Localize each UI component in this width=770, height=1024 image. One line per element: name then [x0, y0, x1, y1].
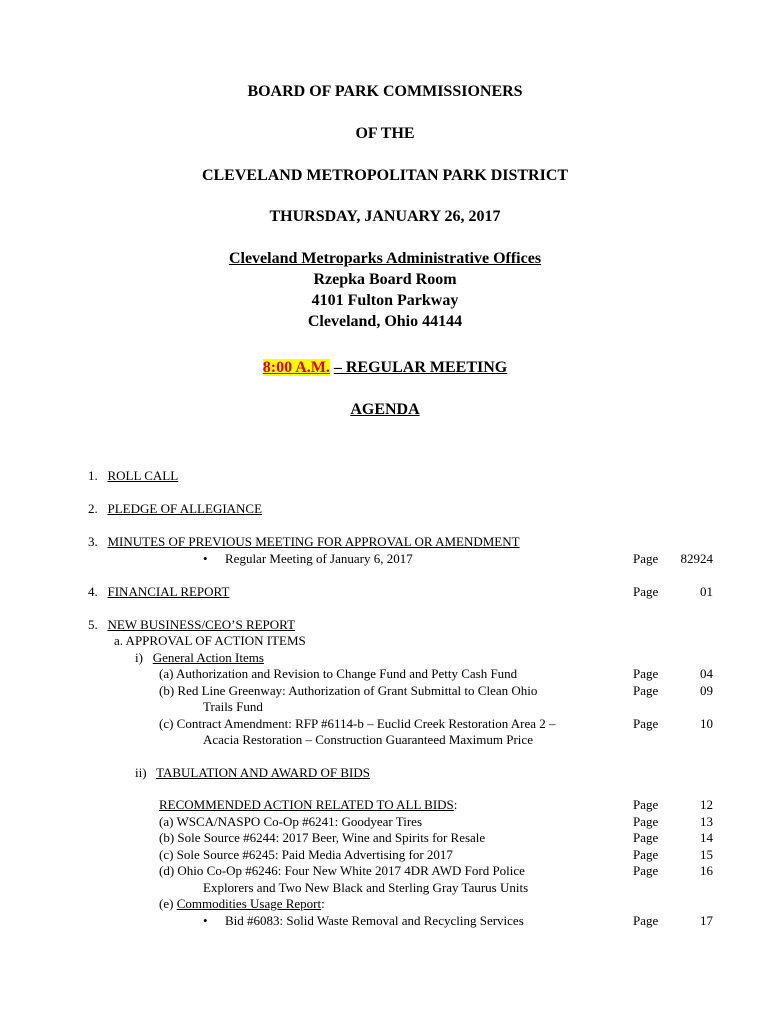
- sub-item-text: Regular Meeting of January 6, 2017: [225, 551, 413, 566]
- board-title: BOARD OF PARK COMMISSIONERS: [247, 83, 523, 100]
- bid-item-b: (b) Sole Source #6244: 2017 Beer, Wine and Spirits for Resale: [159, 830, 486, 845]
- page-label: Page: [633, 584, 659, 599]
- page-label: Page: [633, 847, 659, 862]
- sub-section-i: [135, 651, 264, 664]
- page-label: Page: [633, 913, 659, 928]
- commodities-prefix: (e): [159, 896, 177, 911]
- page-number: 01: [700, 584, 713, 599]
- section-a-heading: a. APPROVAL OF ACTION ITEMS: [114, 633, 306, 648]
- item-number: 3.: [88, 534, 98, 549]
- meeting-date: THURSDAY, JANUARY 26, 2017: [269, 208, 501, 225]
- page-label: Page: [633, 666, 659, 681]
- meeting-time-line: [0, 360, 770, 376]
- bid-item-a: (a) WSCA/NASPO Co-Op #6241: Goodyear Tires: [159, 814, 423, 829]
- agenda-item-4: [88, 585, 229, 598]
- item-title: PLEDGE OF ALLEGIANCE: [107, 501, 263, 516]
- sub-section-ii: [135, 766, 370, 779]
- page-label: Page: [633, 814, 659, 829]
- item-title: NEW BUSINESS/CEO’S REPORT: [107, 617, 296, 632]
- agenda-heading: AGENDA: [350, 401, 420, 418]
- item-number: 1.: [88, 468, 98, 483]
- agenda-item-5: [88, 618, 295, 631]
- bid-item-c: (c) Sole Source #6245: Paid Media Advertising for 2017: [159, 847, 453, 862]
- general-item-c: (c) Contract Amendment: RFP #6114-b – Euclid Creek Restoration Area 2 –: [159, 716, 556, 731]
- sub-item-text: Bid #6083: Solid Waste Removal and Recycling Services: [225, 913, 524, 928]
- item-title: MINUTES OF PREVIOUS MEETING FOR APPROVAL OR AMENDMENT: [107, 534, 520, 549]
- item-number: 4.: [88, 584, 98, 599]
- page-number: 12: [700, 797, 713, 812]
- of-the-line: OF THE: [355, 125, 415, 142]
- page-number: 17: [700, 913, 713, 928]
- sub-title: General Action Items: [152, 650, 264, 665]
- sub-title: TABULATION AND AWARD OF BIDS: [156, 765, 370, 780]
- commodities-title: Commodities Usage Report: [176, 896, 322, 911]
- street-address: 4101 Fulton Parkway: [311, 292, 459, 309]
- page-number: 10: [700, 716, 713, 731]
- general-item-c-cont: Acacia Restoration – Construction Guaranteed Maximum Price: [203, 732, 533, 747]
- commodities-heading: [159, 897, 325, 910]
- page-number: 04: [700, 666, 713, 681]
- page-label: Page: [633, 863, 659, 878]
- page-label: Page: [633, 797, 659, 812]
- district-name: CLEVELAND METROPOLITAN PARK DISTRICT: [201, 167, 569, 184]
- recommended-colon: :: [453, 797, 458, 812]
- page-number: 15: [700, 847, 713, 862]
- general-item-a: (a) Authorization and Revision to Change Fund and Petty Cash Fund: [159, 666, 518, 681]
- agenda-item-3: [88, 535, 520, 548]
- commodities-colon: :: [321, 896, 325, 911]
- bid-item-d: (d) Ohio Co-Op #6246: Four New White 2017 4DR AWD Ford Police: [159, 863, 525, 878]
- page-number: 09: [700, 683, 713, 698]
- page-number: 14: [700, 830, 713, 845]
- general-item-b-cont: Trails Fund: [203, 699, 263, 714]
- bullet-icon: •: [203, 551, 208, 566]
- page-number: 82924: [680, 551, 713, 566]
- meeting-time: 8:00 A.M.: [262, 359, 330, 376]
- meeting-type: – REGULAR MEETING: [333, 359, 508, 376]
- recommended-heading: [159, 798, 457, 811]
- page-number: 13: [700, 814, 713, 829]
- agenda-item-1: [88, 469, 178, 482]
- bullet-icon: •: [203, 913, 208, 928]
- agenda-item-2: [88, 502, 262, 515]
- city-address: Cleveland, Ohio 44144: [307, 313, 463, 330]
- minutes-sub-item: [203, 552, 413, 565]
- general-item-b: (b) Red Line Greenway: Authorization of Grant Submittal to Clean Ohio: [159, 683, 538, 698]
- sub-number: i): [135, 650, 143, 665]
- page-label: Page: [633, 551, 659, 566]
- bid-item-d-cont: Explorers and Two New Black and Sterling Gray Taurus Units: [203, 880, 529, 895]
- page-label: Page: [633, 830, 659, 845]
- page-label: Page: [633, 716, 659, 731]
- item-number: 5.: [88, 617, 98, 632]
- location-name: Cleveland Metroparks Administrative Offices: [228, 250, 542, 267]
- recommended-title: RECOMMENDED ACTION RELATED TO ALL BIDS: [159, 797, 454, 812]
- page-label: Page: [633, 683, 659, 698]
- item-number: 2.: [88, 501, 98, 516]
- commodity-sub-item: [203, 914, 524, 927]
- room-name: Rzepka Board Room: [313, 271, 457, 288]
- item-title: ROLL CALL: [107, 468, 179, 483]
- item-title: FINANCIAL REPORT: [107, 584, 230, 599]
- sub-number: ii): [135, 765, 147, 780]
- page-number: 16: [700, 863, 713, 878]
